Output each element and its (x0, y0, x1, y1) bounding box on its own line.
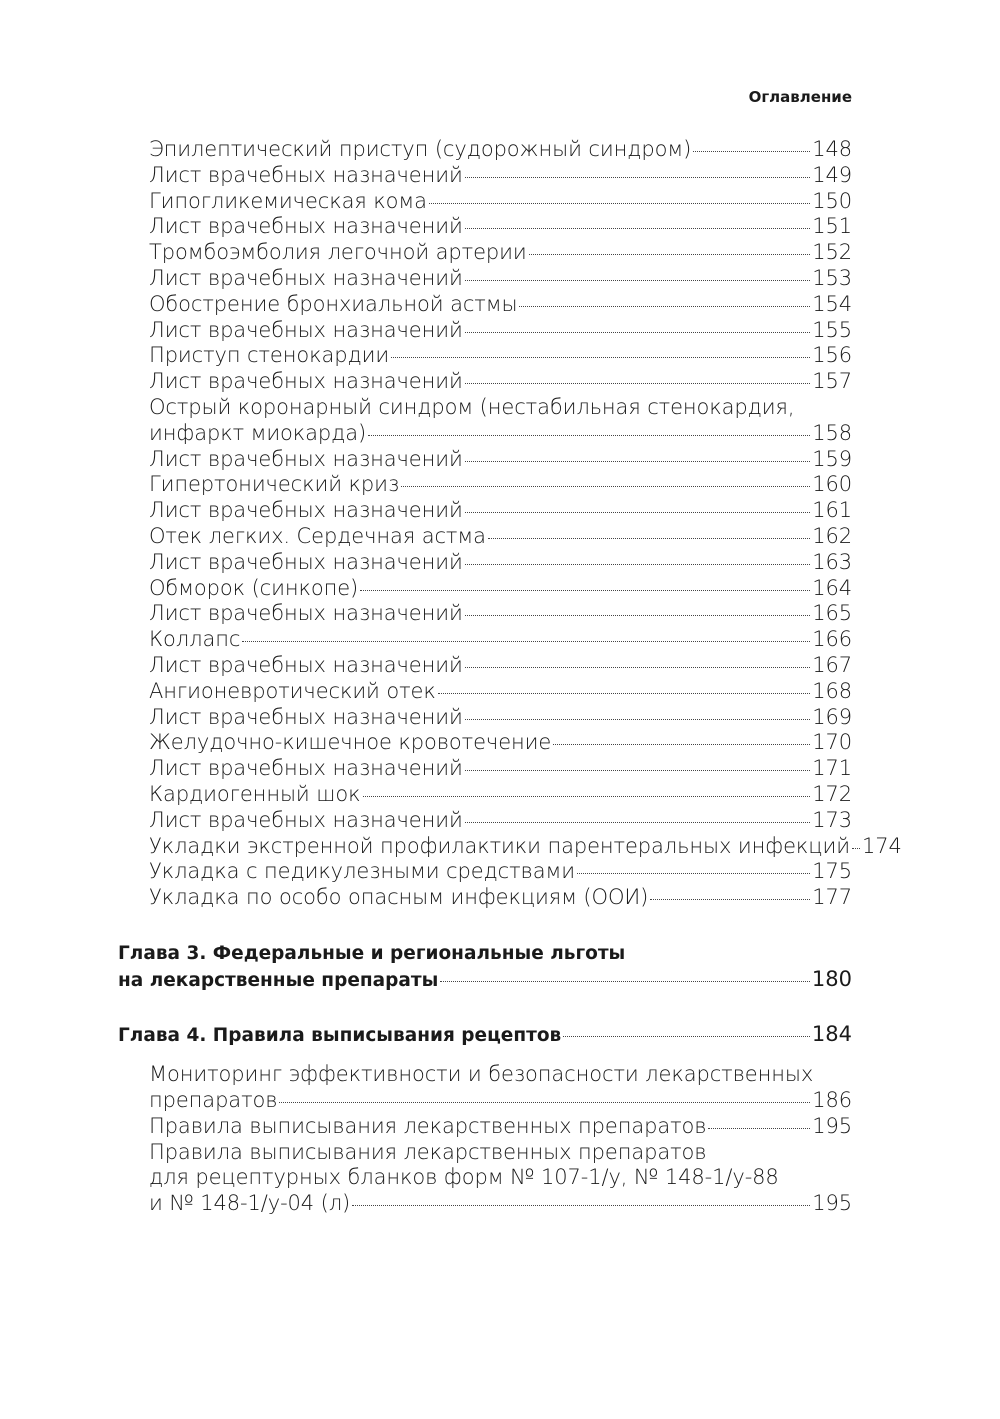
toc-section-list (118, 446, 902, 911)
toc-page-number: 165 (812, 601, 852, 626)
dot-leader (465, 228, 810, 229)
toc-page-number: 170 (812, 730, 852, 755)
dot-leader (438, 693, 810, 694)
toc-chapter-4[interactable] (118, 1022, 852, 1049)
toc-entry-title-line: Правила выписывания лекарственных препаратов (149, 1139, 707, 1164)
dot-leader (465, 512, 810, 513)
toc-entry-title: Лист врачебных назначений (149, 265, 463, 290)
toc-entry-title: Укладка с педикулезными средствами (149, 859, 575, 884)
toc-entry-acs[interactable] (118, 395, 852, 447)
chapter-title: Глава 4. Правила выписывания рецептов (118, 1024, 562, 1046)
dot-leader (465, 667, 810, 668)
toc-entry[interactable] (118, 679, 852, 705)
dot-leader (852, 848, 860, 849)
toc-entry-title: Лист врачебных назначений (149, 601, 463, 626)
toc-entry[interactable] (118, 137, 852, 163)
toc-page-number: 171 (812, 756, 852, 781)
chapter-title-line: на лекарственные препараты (118, 969, 439, 991)
toc-entry-title: Лист врачебных назначений (149, 807, 463, 832)
dot-leader (465, 332, 810, 333)
dot-leader (693, 151, 810, 152)
dot-leader (242, 641, 810, 642)
table-of-contents (118, 137, 902, 1217)
toc-page-number: 175 (812, 859, 852, 884)
toc-entry-title-line: и № 148-1/у-04 (л) (149, 1191, 351, 1216)
toc-entry-monitoring[interactable] (118, 1062, 852, 1114)
toc-entry[interactable] (118, 705, 852, 731)
toc-entry-title: Лист врачебных назначений (149, 214, 463, 239)
dot-leader (553, 744, 810, 745)
toc-entry[interactable] (118, 756, 852, 782)
toc-page-number: 195 (812, 1191, 852, 1216)
dot-leader (708, 1128, 810, 1129)
dot-leader (465, 383, 810, 384)
toc-section-list (118, 137, 852, 395)
toc-entry-forms[interactable] (118, 1140, 852, 1217)
toc-entry[interactable] (118, 214, 852, 240)
toc-page-number: 163 (812, 549, 852, 574)
toc-page-number: 180 (811, 966, 852, 991)
toc-chapter-3[interactable] (118, 941, 852, 994)
dot-leader (465, 615, 810, 616)
toc-entry-title: Лист врачебных назначений (149, 756, 463, 781)
toc-entry-title: Лист врачебных назначений (149, 652, 463, 677)
toc-entry-title: Тромбоэмболия легочной артерии (149, 240, 527, 265)
toc-page-number: 154 (812, 291, 852, 316)
dot-leader (465, 770, 810, 771)
toc-page-number: 168 (812, 678, 852, 703)
toc-page-number: 177 (812, 885, 852, 910)
dot-leader (352, 1205, 810, 1206)
toc-entry[interactable] (118, 653, 852, 679)
toc-entry-title-line: для рецептурных бланков форм № 107-1/у, № 148-1/у-88 (149, 1165, 779, 1190)
toc-entry-title: Обострение бронхиальной астмы (149, 291, 518, 316)
toc-page-number: 159 (812, 446, 852, 471)
dot-leader (465, 822, 810, 823)
toc-page-number: 150 (812, 188, 852, 213)
toc-page-number: 160 (812, 472, 852, 497)
dot-leader (391, 357, 810, 358)
toc-entry[interactable] (118, 833, 902, 860)
toc-entry[interactable] (118, 782, 852, 808)
toc-page-number: 153 (812, 265, 852, 290)
toc-page-number: 186 (812, 1088, 852, 1113)
toc-entry-title: Отек легких. Сердечная астма (149, 523, 486, 548)
toc-entry[interactable] (118, 524, 852, 550)
toc-page-number: 174 (861, 833, 902, 858)
dot-leader (563, 1036, 810, 1037)
toc-entry[interactable] (118, 240, 852, 266)
toc-entry-title: Лист врачебных назначений (149, 317, 463, 342)
dot-leader (279, 1102, 810, 1103)
toc-entry-title: Желудочно-кишечное кровотечение (149, 730, 552, 755)
dot-leader (519, 306, 810, 307)
dot-leader (465, 177, 810, 178)
toc-entry-title: Правила выписывания лекарственных препаратов (149, 1113, 707, 1138)
running-head: Оглавление (748, 88, 852, 106)
toc-page-number: 149 (812, 162, 852, 187)
toc-page-number: 148 (812, 137, 852, 161)
toc-entry[interactable] (118, 447, 852, 473)
toc-page-number: 195 (812, 1113, 852, 1138)
toc-page-number: 169 (812, 704, 852, 729)
toc-entry-rules[interactable] (118, 1114, 852, 1140)
toc-entry-title: Гипогликемическая кома (149, 188, 427, 213)
toc-page-number: 166 (812, 627, 852, 652)
toc-entry-title: Приступ стенокардии (149, 343, 390, 368)
toc-page-number: 172 (812, 781, 852, 806)
toc-entry-title: Ангионевротический отек (149, 678, 436, 703)
toc-entry-title: Эпилептический приступ (судорожный синдром) (149, 137, 692, 161)
toc-page-number: 155 (812, 317, 852, 342)
toc-entry-title: Лист врачебных назначений (149, 369, 463, 394)
toc-entry-title: Лист врачебных назначений (149, 446, 463, 471)
toc-entry-title-line: Острый коронарный синдром (нестабильная стенокардия, (149, 394, 795, 419)
toc-entry-title-line: препаратов (149, 1088, 278, 1113)
dot-leader (465, 564, 810, 565)
toc-page-number: 184 (811, 1021, 852, 1046)
toc-entry-title: Лист врачебных назначений (149, 162, 463, 187)
toc-entry[interactable] (118, 627, 852, 653)
toc-entry[interactable] (118, 343, 852, 369)
toc-page-number: 156 (812, 343, 852, 368)
toc-entry-title: Лист врачебных назначений (149, 549, 463, 574)
toc-entry[interactable] (118, 369, 852, 395)
toc-entry-title: Укладка по особо опасным инфекциям (ООИ) (149, 885, 649, 910)
dot-leader (429, 203, 810, 204)
toc-page-number: 158 (812, 420, 852, 445)
toc-entry-title: Кардиогенный шок (149, 781, 361, 806)
toc-entry-title: Лист врачебных назначений (149, 498, 463, 523)
toc-page-number: 167 (812, 652, 852, 677)
toc-page-number: 161 (812, 498, 852, 523)
toc-entry[interactable] (118, 859, 852, 885)
dot-leader (465, 280, 810, 281)
toc-page-number: 164 (812, 575, 852, 600)
dot-leader (529, 254, 811, 255)
toc-page-number: 157 (812, 369, 852, 394)
toc-entry[interactable] (118, 189, 852, 215)
dot-leader (440, 981, 810, 982)
toc-entry[interactable] (118, 292, 852, 318)
toc-entry[interactable] (118, 601, 852, 627)
toc-entry-title: Укладки экстренной профилактики парентеральных инфекций (149, 833, 850, 858)
toc-page-number: 151 (812, 214, 852, 239)
toc-entry-title: Лист врачебных назначений (149, 704, 463, 729)
chapter-title-line: Глава 3. Федеральные и региональные льготы (118, 942, 626, 964)
toc-entry-title-line: Мониторинг эффективности и безопасности лекарственных (149, 1062, 814, 1087)
dot-leader (360, 590, 810, 591)
toc-entry[interactable] (118, 808, 852, 834)
dot-leader (488, 538, 810, 539)
toc-entry[interactable] (118, 730, 852, 756)
toc-entry-title-line: инфаркт миокарда) (149, 420, 367, 445)
dot-leader (465, 461, 810, 462)
dot-leader (577, 873, 810, 874)
toc-entry[interactable] (118, 885, 852, 911)
dot-leader (465, 719, 810, 720)
dot-leader (401, 486, 810, 487)
toc-entry[interactable] (118, 472, 852, 498)
dot-leader (363, 796, 811, 797)
toc-page-number: 152 (812, 240, 852, 265)
toc-entry-title: Коллапс (149, 627, 241, 652)
toc-entry[interactable] (118, 163, 852, 189)
dot-leader (368, 435, 810, 436)
dot-leader (650, 899, 810, 900)
toc-entry[interactable] (118, 266, 852, 292)
toc-page-number: 162 (812, 523, 852, 548)
toc-entry[interactable] (118, 498, 852, 524)
toc-entry-title: Обморок (синкопе) (149, 575, 359, 600)
toc-entry-title: Гипертонический криз (149, 472, 400, 497)
toc-entry[interactable] (118, 576, 852, 602)
toc-page-number: 173 (812, 807, 852, 832)
toc-entry[interactable] (118, 318, 852, 344)
toc-entry[interactable] (118, 550, 852, 576)
